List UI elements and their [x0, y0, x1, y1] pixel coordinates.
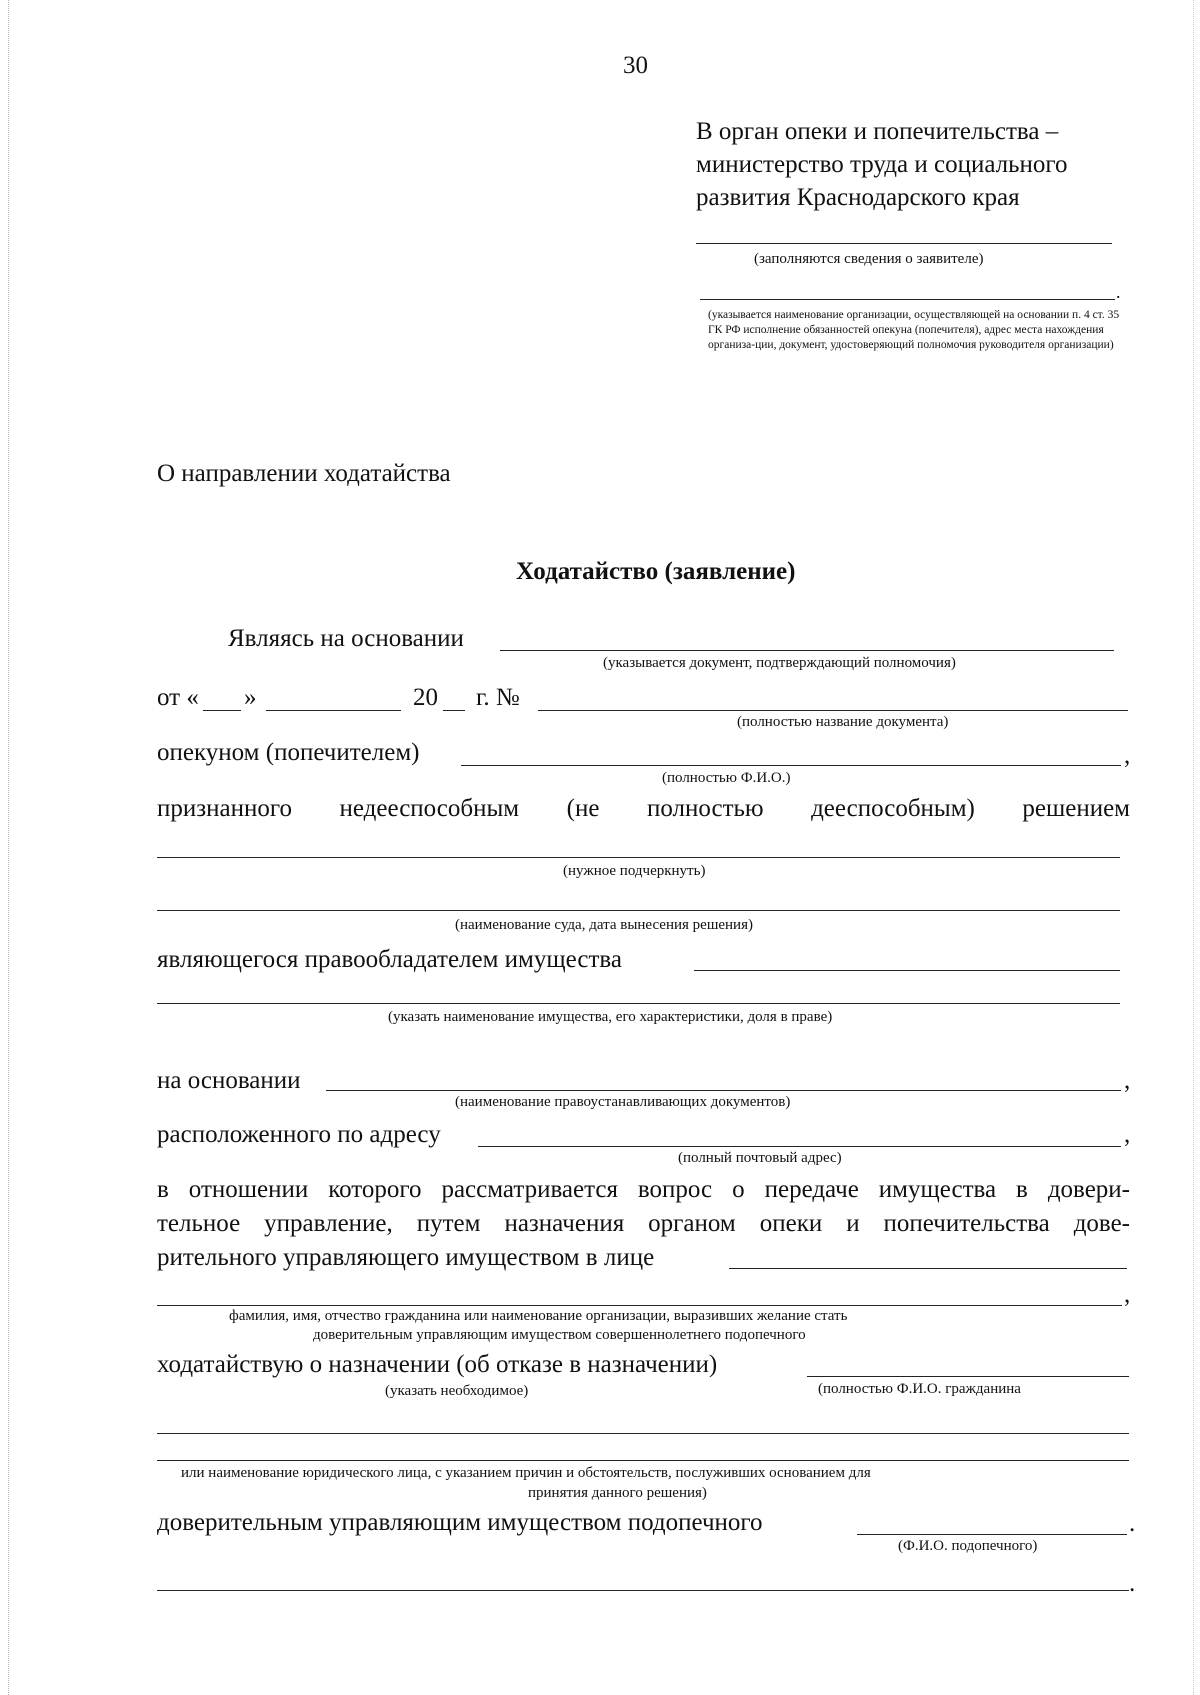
title-documents-line[interactable] — [326, 1090, 1121, 1091]
property-line-1[interactable] — [694, 970, 1120, 971]
date-day-line[interactable] — [203, 710, 241, 711]
organization-info-caption: (указывается наименование организации, осуществляющей на основании п. 4 ст. 35 ГК РФ исполнение обязанностей опекуна (попечителя), адрес места нахождения организа-ции, документ, удостоверяющий полномочия руководителя организации) — [708, 309, 1120, 351]
number-label: г. № — [476, 684, 520, 711]
date-open-quote: от « — [157, 684, 199, 711]
appointee-name-line-1[interactable] — [807, 1376, 1129, 1377]
property-description-caption: (указать наименование имущества, его характеристики, доля в праве) — [388, 1009, 833, 1025]
appointee-name-caption: (полностью Ф.И.О. гражданина — [818, 1381, 1021, 1397]
document-name-caption: (полностью название документа) — [737, 714, 949, 730]
ward-name-caption: (Ф.И.О. подопечного) — [898, 1538, 1038, 1554]
incapacity-choice-caption: (нужное подчеркнуть) — [563, 863, 706, 879]
petition-choice-caption: (указать необходимое) — [385, 1383, 529, 1399]
title-documents-comma: , — [1124, 1067, 1131, 1094]
address-line[interactable] — [478, 1146, 1121, 1147]
organization-line-period: . — [1116, 282, 1121, 302]
transfer-paragraph-line-1: в отношении которого рассматривается вопрос о передаче имущества в довери- — [157, 1176, 1130, 1203]
transfer-paragraph-line-2: тельное управление, путем назначения органом опеки и попечительства дове- — [157, 1210, 1130, 1237]
guardian-label: опекуном (попечителем) — [157, 739, 420, 766]
guardian-name-line[interactable] — [461, 765, 1121, 766]
ward-label: доверительным управляющим имуществом подопечного — [157, 1509, 763, 1536]
page-number: 30 — [623, 52, 648, 79]
incapacity-choice-line[interactable] — [157, 857, 1120, 858]
transfer-paragraph-line-3: рительного управляющего имуществом в лице — [157, 1244, 655, 1271]
document-title: Ходатайство (заявление) — [516, 558, 796, 585]
title-documents-caption: (наименование правоустанавливающих документов) — [455, 1094, 791, 1110]
scan-left-edge — [8, 0, 9, 1695]
petition-label: ходатайствую о назначении (об отказе в назначении) — [157, 1351, 718, 1378]
appointee-name-line-3[interactable] — [157, 1460, 1129, 1461]
date-close-quote: » — [244, 684, 257, 711]
final-entry-line[interactable] — [157, 1590, 1129, 1591]
applicant-info-caption: (заполняются сведения о заявителе) — [754, 251, 984, 267]
trustee-line-comma: , — [1124, 1281, 1131, 1308]
address-caption: (полный почтовый адрес) — [678, 1150, 842, 1166]
incapacity-statement: признанного недееспособным (не полностью дееспособным) решением — [157, 795, 1130, 822]
trustee-caption-line-1: фамилия, имя, отчество гражданина или наименование организации, выразивших желание стать — [229, 1308, 848, 1324]
addressee-line-2: министерство труда и социального — [696, 151, 1068, 178]
address-line-comma: , — [1124, 1121, 1131, 1148]
court-decision-line[interactable] — [157, 910, 1120, 911]
subject-line: О направлении ходатайства — [157, 460, 451, 487]
legal-entity-caption-line-1: или наименование юридического лица, с указанием причин и обстоятельств, послуживших основанием для — [181, 1465, 871, 1481]
applicant-info-line[interactable] — [696, 243, 1112, 244]
address-label: расположенного по адресу — [157, 1121, 441, 1148]
scan-right-edge — [1193, 0, 1194, 1695]
date-month-line[interactable] — [266, 710, 401, 711]
final-line-period: . — [1129, 1570, 1136, 1597]
year-prefix: 20 — [413, 684, 438, 711]
document-number-line[interactable] — [538, 710, 1128, 711]
year-suffix-line[interactable] — [443, 710, 465, 711]
property-line-2[interactable] — [157, 1003, 1120, 1004]
guardian-name-caption: (полностью Ф.И.О.) — [662, 770, 791, 786]
trustee-caption-line-2: доверительным управляющим имуществом совершеннолетнего подопечного — [313, 1327, 806, 1343]
organization-info-line[interactable] — [700, 299, 1115, 300]
trustee-name-line-2[interactable] — [157, 1305, 1122, 1306]
addressee-line-3: развития Краснодарского края — [696, 184, 1020, 211]
addressee-line-1: В орган опеки и попечительства – — [696, 118, 1059, 145]
basis-label: Являясь на основании — [228, 625, 464, 652]
title-documents-label: на основании — [157, 1067, 301, 1094]
ward-line-period: . — [1129, 1510, 1136, 1537]
court-decision-caption: (наименование суда, дата вынесения решения) — [455, 917, 753, 933]
property-owner-label: являющегося правообладателем имущества — [157, 946, 622, 973]
legal-entity-caption-line-2: принятия данного решения) — [528, 1485, 707, 1501]
guardian-line-comma: , — [1124, 742, 1131, 769]
trustee-name-line-1[interactable] — [729, 1268, 1127, 1269]
appointee-name-line-2[interactable] — [157, 1433, 1129, 1434]
authority-document-line[interactable] — [500, 650, 1114, 651]
authority-document-caption: (указывается документ, подтверждающий полномочия) — [603, 655, 956, 671]
ward-name-line[interactable] — [857, 1534, 1127, 1535]
